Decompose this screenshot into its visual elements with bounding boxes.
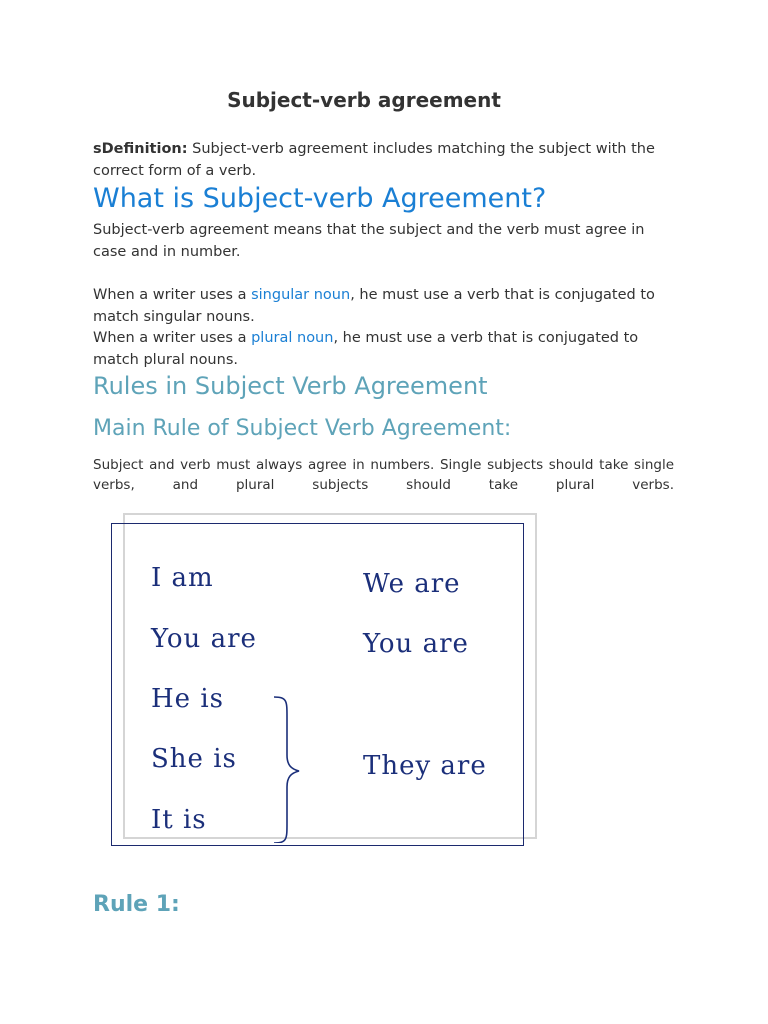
subject-verb-figure	[111, 513, 536, 849]
singular-noun-link[interactable]: singular noun	[251, 287, 351, 303]
rule-1-heading: Rule 1:	[93, 892, 180, 917]
figure-plural-1: We are	[363, 569, 461, 599]
plural-after: , he must use a verb that is conjugated to match plural nouns.	[93, 330, 639, 368]
singular-after: , he must use a verb that is conjugated to match singular nouns.	[93, 287, 655, 325]
document-title: Subject-verb agreement	[227, 88, 501, 112]
main-rule-heading: Main Rule of Subject Verb Agreement:	[93, 416, 512, 441]
plural-before: When a writer uses a	[93, 330, 252, 346]
plural-paragraph	[93, 328, 678, 371]
plural-noun-link[interactable]: plural noun	[251, 330, 334, 346]
figure-plural-2: You are	[363, 629, 469, 659]
definition-paragraph	[93, 139, 678, 182]
figure-singular-3: He is	[151, 684, 224, 714]
singular-before: When a writer uses a	[93, 287, 252, 303]
definition-label: sDefinition:	[93, 141, 188, 157]
singular-paragraph	[93, 285, 678, 328]
definition-text: Subject-verb agreement includes matching the subject with the correct form of a verb.	[93, 141, 655, 179]
figure-singular-4: She is	[151, 744, 237, 774]
figure-singular-2: You are	[151, 624, 257, 654]
curly-brace-icon	[269, 693, 309, 843]
figure-plural-3: They are	[363, 751, 487, 781]
intro-paragraph: Subject-verb agreement means that the subject and the verb must agree in case and in number.	[93, 222, 645, 260]
main-rule-text: Subject and verb must always agree in numbers. Single subjects should take single verbs, and plural subjects should take plural verbs.	[93, 457, 674, 493]
figure-singular-1: I am	[151, 563, 214, 593]
figure-singular-5: It is	[151, 805, 207, 835]
section-heading: What is Subject-verb Agreement?	[93, 183, 547, 214]
rules-heading: Rules in Subject Verb Agreement	[93, 372, 488, 400]
